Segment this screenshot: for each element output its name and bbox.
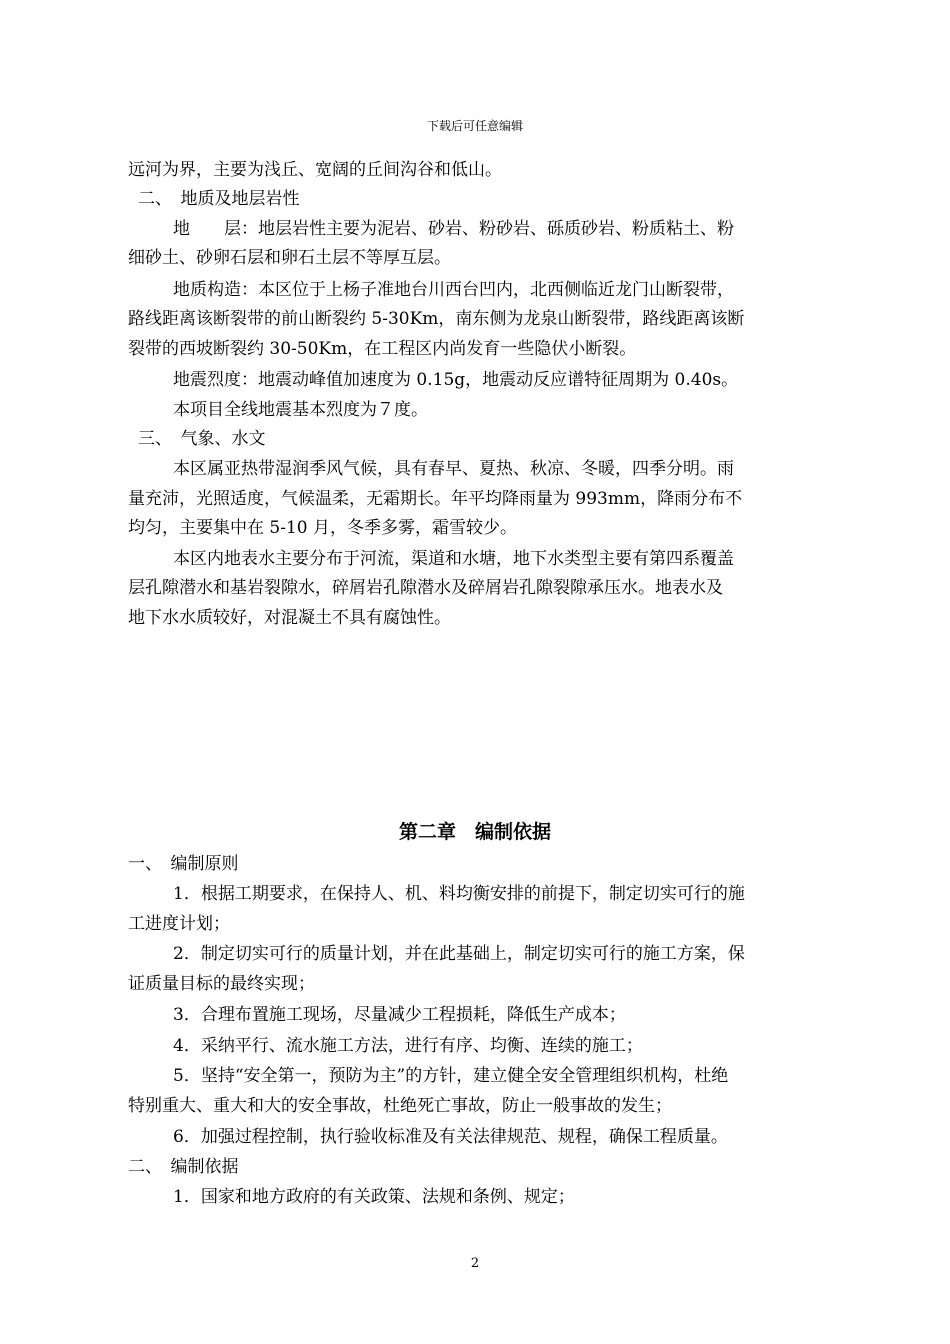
paragraph-line: 地下水水质较好，对混凝土不具有腐蚀性。	[128, 608, 451, 628]
section-heading-basis: 二、 编制依据	[128, 1157, 239, 1177]
paragraph-line: 地 层：地层岩性主要为泥岩、砂岩、粉砂岩、砾质砂岩、粉质粘土、粉	[173, 219, 734, 239]
paragraph-line: 地质构造：本区位于上杨子准地台川西台凹内，北西侧临近龙门山断裂带，	[173, 280, 734, 300]
paragraph-line: 裂带的西坡断裂约 30-50Km，在工程区内尚发育一些隐伏小断裂。	[128, 339, 637, 359]
list-item: 证质量目标的最终实现；	[128, 974, 315, 994]
paragraph-line: 本区属亚热带湿润季风气候，具有春早、夏热、秋凉、冬暖，四季分明。雨	[173, 459, 734, 479]
section-heading-principles: 一、 编制原则	[128, 854, 239, 874]
list-item: 1．根据工期要求，在保持人、机、料均衡安排的前提下，制定切实可行的施	[173, 884, 745, 904]
paragraph-line: 本区内地表水主要分布于河流，渠道和水塘，地下水类型主要有第四系覆盖	[173, 549, 734, 569]
paragraph-line: 均匀，主要集中在 5-10 月，冬季多雾，霜雪较少。	[128, 518, 517, 538]
paragraph-line: 细砂土、砂卵石层和卵石土层不等厚互层。	[128, 248, 451, 268]
paragraph-line: 层孔隙潜水和基岩裂隙水，碎屑岩孔隙潜水及碎屑岩孔隙裂隙承压水。地表水及	[128, 578, 723, 598]
list-item: 5．坚持“安全第一，预防为主”的方针，建立健全安全管理组织机构，杜绝	[173, 1066, 729, 1086]
paragraph-line: 远河为界，主要为浅丘、宽阔的丘间沟谷和低山。	[128, 160, 502, 180]
list-item: 4．采纳平行、流水施工方法，进行有序、均衡、连续的施工；	[173, 1036, 643, 1056]
paragraph-line: 路线距离该断裂带的前山断裂约 5-30Km，南东侧为龙泉山断裂带，路线距离该断	[128, 309, 745, 329]
page-header: 下载后可任意编辑	[426, 119, 523, 133]
paragraph-line: 量充沛，光照适度，气候温柔，无霜期长。年平均降雨量为 993mm，降雨分布不	[128, 489, 743, 509]
section-heading-climate: 三、 气象、水文	[138, 429, 266, 449]
list-item: 3．合理布置施工现场，尽量减少工程损耗，降低生产成本；	[173, 1005, 626, 1025]
list-item: 6．加强过程控制，执行验收标准及有关法律规范、规程，确保工程质量。	[173, 1127, 728, 1147]
list-item: 工进度计划；	[128, 914, 230, 934]
list-item: 1．国家和地方政府的有关政策、法规和条例、规定；	[173, 1187, 575, 1207]
section-heading-geology: 二、 地质及地层岩性	[138, 189, 300, 209]
chapter-title: 第二章 编制依据	[398, 821, 551, 843]
list-item: 2．制定切实可行的质量计划，并在此基础上，制定切实可行的施工方案，保	[173, 944, 745, 964]
paragraph-line: 地震烈度：地震动峰值加速度为 0.15g，地震动反应谱特征周期为 0.40s。	[173, 370, 739, 390]
page-number: 2	[470, 1256, 480, 1271]
paragraph-line: 本项目全线地震基本烈度为７度。	[173, 400, 428, 420]
list-item: 特别重大、重大和大的安全事故，杜绝死亡事故，防止一般事故的发生；	[128, 1096, 672, 1116]
